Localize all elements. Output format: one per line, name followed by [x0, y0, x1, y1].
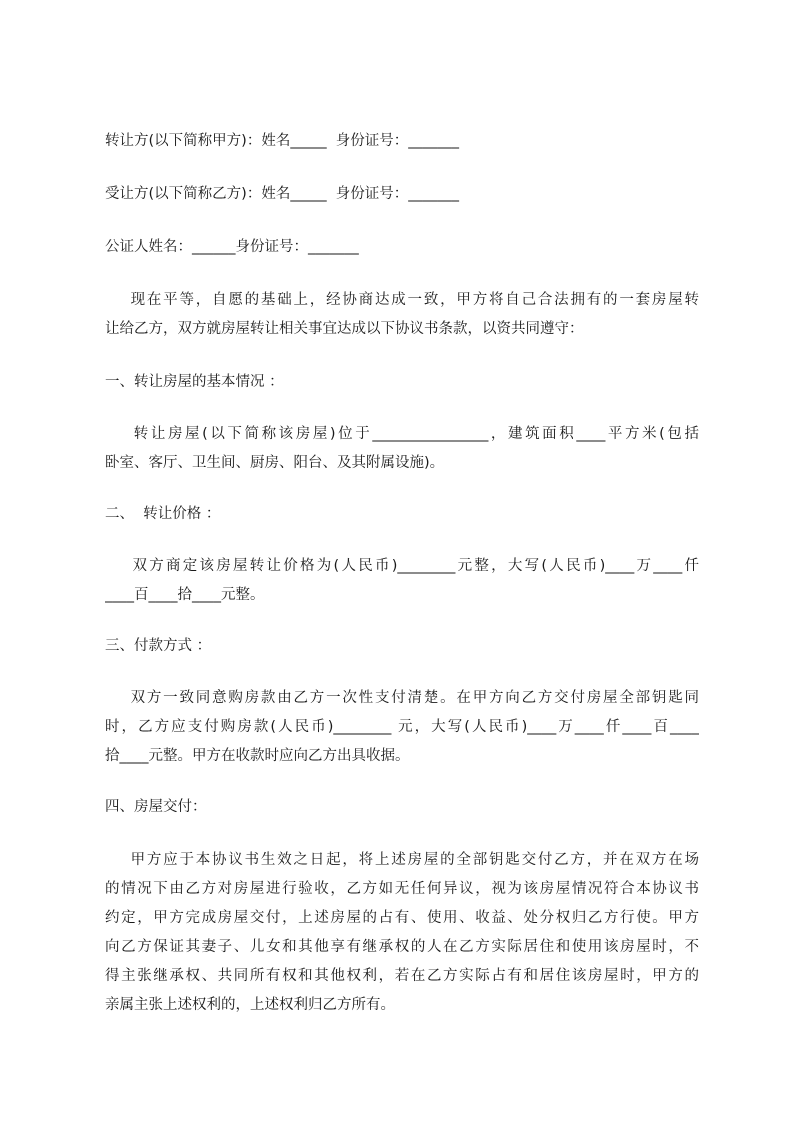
section3-heading: 三、付款方式 ：: [105, 638, 212, 654]
section2-line: ____百____拾____元整。: [105, 587, 265, 603]
section1-heading: 一、转让房屋的基本情况 ：: [105, 374, 284, 390]
section3-line: 双方一致同意购房款由乙方一次性支付清楚。在甲方向乙方交付房屋全部钥匙同: [105, 690, 699, 706]
section1-line: 卧室、客厅、卫生间、厨房、阳台、及其附属设施)。: [105, 455, 445, 471]
section4-line: 得主张继承权、共同所有权和其他权利，若在乙方实际占有和居住该房屋时，甲方的: [105, 968, 699, 984]
section4-line: 向乙方保证其妻子、儿女和其他享有继承权的人在乙方实际居住和使用该房屋时，不: [105, 939, 699, 955]
section4-line: 约定，甲方完成房屋交付，上述房屋的占有、使用、收益、处分权归乙方行使。甲方: [105, 910, 699, 926]
section1-paragraph: [105, 420, 699, 478]
section3-line: 时，乙方应支付购房款(人民币)________ 元，大写(人民币)____万____仟____百____: [105, 719, 699, 735]
section3-line: 拾____元整。甲方在收款时应向乙方出具收据。: [105, 748, 410, 764]
notary-line: 公证人姓名：______身份证号：_______: [105, 239, 359, 255]
section4-heading: 四、房屋交付：: [105, 799, 207, 815]
transferor-line: 转让方(以下简称甲方)：姓名_____ 身份证号：_______: [105, 133, 460, 149]
preamble-line: 现在平等，自愿的基础上，经协商达成一致，甲方将自己合法拥有的一套房屋转: [105, 292, 699, 308]
section4-line: 亲属主张上述权利的，上述权利归乙方所有。: [105, 997, 395, 1013]
preamble-paragraph: [105, 286, 699, 344]
section4-line: 的情况下由乙方对房屋进行验收，乙方如无任何异议，视为该房屋情况符合本协议书: [105, 881, 699, 897]
section4-line: 甲方应于本协议书生效之日起，将上述房屋的全部钥匙交付乙方，并在双方在场: [105, 852, 699, 868]
section1-line: 转让房屋(以下简称该房屋)位于________________，建筑面积____平方米(包括: [105, 426, 699, 442]
section3-paragraph: [105, 684, 699, 771]
section4-paragraph: [105, 846, 699, 1020]
section2-line: 双方商定该房屋转让价格为(人民币)________元整，大写(人民币)____万____仟: [105, 558, 699, 574]
preamble-line: 让给乙方，双方就房屋转让相关事宜达成以下协议书条款，以资共同遵守：: [105, 321, 584, 337]
section2-heading: 二、 转让价格 ：: [105, 506, 221, 522]
section2-paragraph: [105, 552, 699, 610]
transferee-line: 受让方(以下简称乙方)：姓名_____ 身份证号：_______: [105, 186, 460, 202]
